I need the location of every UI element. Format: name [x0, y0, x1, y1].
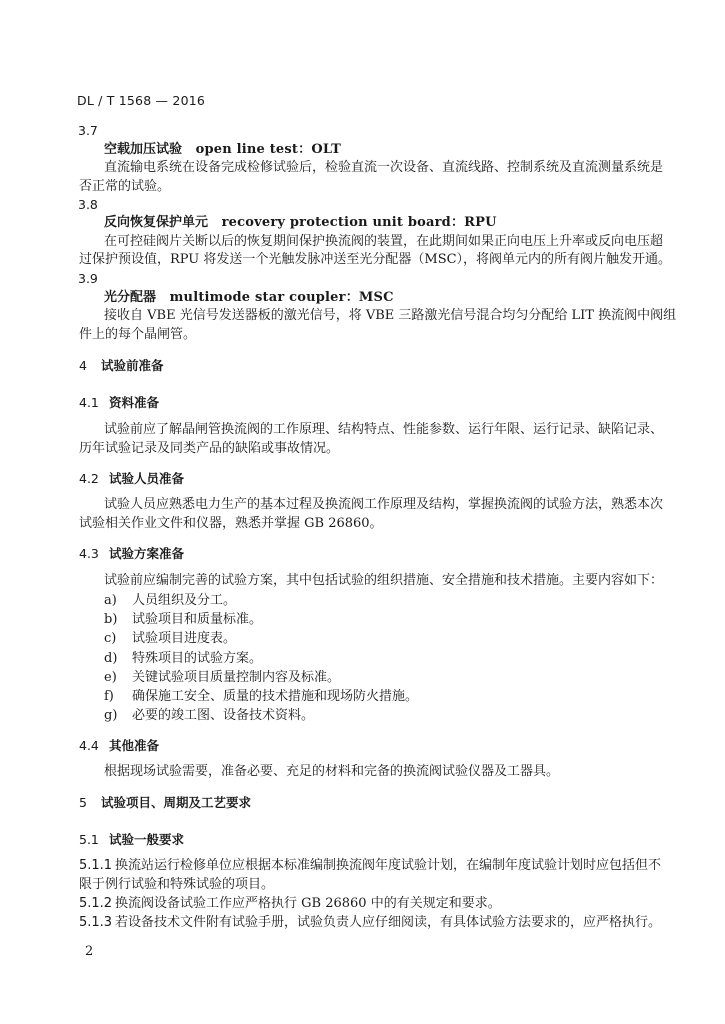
list-text: 试验项目进度表。 [132, 631, 237, 646]
term-title [104, 214, 497, 232]
list-text: 关键试验项目质量控制内容及标准。 [132, 670, 341, 685]
subsection-number: 4.3 [79, 546, 99, 561]
subsection-title: 试验方案准备 [109, 546, 185, 561]
paragraph-line: 历年试验记录及同类产品的缺陷或事故情况。 [79, 441, 340, 456]
list-marker: f) [104, 689, 114, 704]
subsection-number: 4.2 [79, 471, 99, 486]
list-item [104, 707, 314, 725]
list-marker: a) [104, 593, 117, 608]
subsection-heading [79, 470, 184, 488]
term-text-line: 直流输电系统在设备完成检修试验后，检验直流一次设备、直流线路、控制系统及直流测量系统是 [104, 160, 664, 175]
paragraph-line: 根据现场试验需要，准备必要、充足的材料和完备的换流阀试验仪器及工器具。 [104, 764, 560, 779]
term-title-en: multimode star coupler：MSC [169, 290, 394, 305]
paragraph-line: 试验人员应熟悉电力生产的基本过程及换流阀工作原理及结构，掌握换流阀的试验方法，熟悉本次 [104, 497, 664, 512]
clause-text: 换流阀设备试验工作应严格执行 GB 26860 中的有关规定和要求。 [115, 896, 501, 911]
term-text-line: 接收自 VBE 光信号发送器板的激光信号，将 VBE 三路激光信号混合均匀分配给 LIT 换流阀中阀组 [104, 308, 677, 323]
list-text: 必要的竣工图、设备技术资料。 [132, 708, 315, 723]
subsection-title: 试验一般要求 [109, 832, 185, 847]
list-marker: e) [104, 670, 117, 685]
term-number: 3.8 [78, 197, 98, 212]
list-item [104, 688, 418, 706]
list-marker: d) [104, 651, 118, 666]
term-title [104, 141, 341, 159]
list-text: 特殊项目的试验方案。 [132, 651, 263, 666]
subsection-title: 试验人员准备 [109, 471, 185, 486]
clause-number: 5.1.1 [79, 858, 113, 873]
list-item [104, 650, 262, 668]
term-title-en: open line test：OLT [195, 142, 342, 157]
list-item [104, 630, 236, 648]
clause-text: 换流站运行检修单位应根据本标准编制换流阀年度试验计划，在编制年度试验计划时应包括但不 [115, 858, 662, 873]
subsection-number: 4.4 [79, 738, 99, 753]
clause-number: 5.1.3 [79, 915, 113, 930]
standard-header: DL / T 1568 — 2016 [77, 93, 206, 108]
list-item [104, 592, 236, 610]
page-number: 2 [85, 944, 94, 959]
list-item [104, 669, 340, 687]
clause-line [79, 857, 661, 875]
clause-line [79, 914, 661, 932]
paragraph-line: 试验前应编制完善的试验方案，其中包括试验的组织措施、安全措施和技术措施。主要内容如下： [104, 573, 664, 588]
term-title-cn: 反向恢复保护单元 [104, 215, 209, 230]
subsection-heading [79, 737, 159, 755]
subsection-number: 5.1 [79, 832, 99, 847]
term-title-cn: 空载加压试验 [104, 142, 183, 157]
subsection-heading [79, 545, 184, 563]
section-number: 5 [79, 795, 87, 810]
list-text: 确保施工安全、质量的技术措施和现场防火措施。 [132, 689, 419, 704]
clause-line [79, 895, 501, 913]
clause-text: 若设备技术文件附有试验手册，试验负责人应仔细阅读，有具体试验方法要求的，应严格执行。 [115, 915, 662, 930]
subsection-number: 4.1 [79, 395, 99, 410]
subsection-title: 资料准备 [109, 395, 160, 410]
term-title-en: recovery protection unit board：RPU [221, 215, 497, 230]
list-item [104, 611, 262, 629]
section-title: 试验项目、周期及工艺要求 [101, 795, 252, 810]
clause-text-line: 限于例行试验和特殊试验的项目。 [79, 877, 275, 892]
section-heading [79, 357, 164, 375]
term-text-line: 否正常的试验。 [79, 179, 171, 194]
section-number: 4 [79, 358, 87, 373]
term-title-cn: 光分配器 [104, 290, 157, 305]
list-text: 人员组织及分工。 [132, 593, 237, 608]
term-text-line: 件上的每个晶闸管。 [79, 327, 197, 342]
term-number: 3.9 [78, 271, 98, 286]
clause-number: 5.1.2 [79, 896, 113, 911]
list-marker: b) [104, 612, 118, 627]
list-text: 试验项目和质量标准。 [132, 612, 263, 627]
term-number: 3.7 [78, 123, 98, 138]
term-title [104, 289, 394, 307]
paragraph-line: 试验相关作业文件和仪器，熟悉并掌握 GB 26860。 [79, 516, 383, 531]
section-title: 试验前准备 [101, 358, 164, 373]
term-text-line: 在可控硅阀片关断以后的恢复期间保护换流阀的装置，在此期间如果正向电压上升率或反向电压超 [104, 234, 664, 249]
subsection-heading [79, 831, 184, 849]
list-marker: g) [104, 708, 118, 723]
subsection-heading [79, 394, 159, 412]
list-marker: c) [104, 631, 117, 646]
term-text-line: 过保护预设值，RPU 将发送一个光触发脉冲送至光分配器（MSC），将阀单元内的所有阀片触发开通。 [79, 252, 672, 267]
paragraph-line: 试验前应了解晶闸管换流阀的工作原理、结构特点、性能参数、运行年限、运行记录、缺陷记录、 [104, 422, 664, 437]
subsection-title: 其他准备 [109, 738, 160, 753]
section-heading [79, 794, 251, 812]
